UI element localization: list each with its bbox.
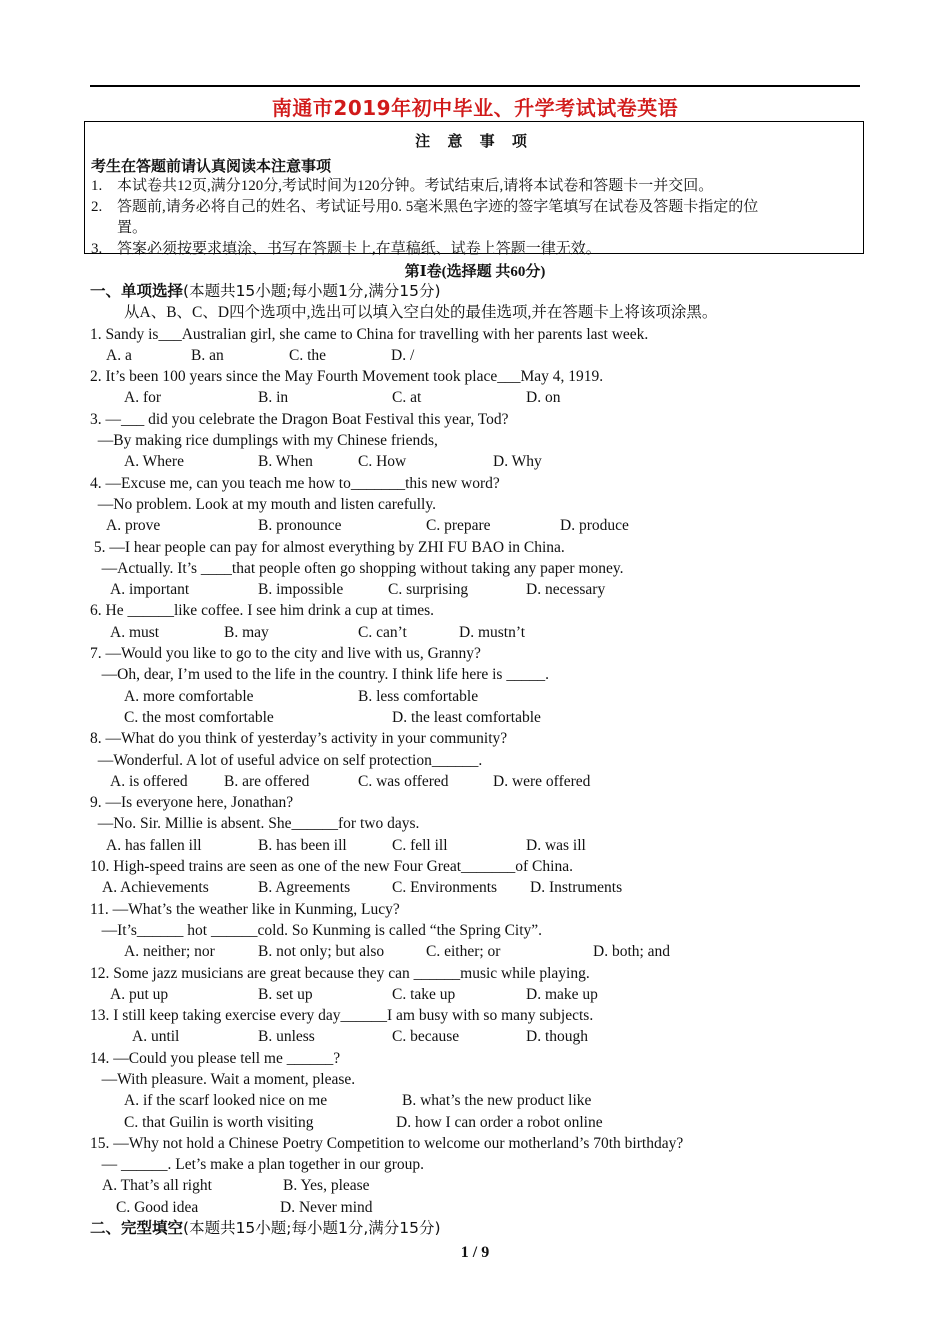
answer-option: A. more comfortable — [124, 687, 254, 705]
question-10 — [90, 856, 860, 899]
answer-option: C. either; or — [426, 943, 501, 961]
answer-option: D. mustn’t — [459, 623, 526, 641]
question-dialogue-line: —Oh, dear, I’m used to the life in the country. I think life here is _____. — [90, 666, 549, 684]
section1-instruction: 从A、B、C、D四个选项中,选出可以填入空白处的最佳选项,并在答题卡上将该项涂黑。 — [124, 304, 718, 322]
question-3 — [90, 409, 860, 473]
question-dialogue-line: —No problem. Look at my mouth and listen carefully. — [90, 495, 436, 513]
option-row — [90, 1026, 860, 1047]
answer-option: A. is offered — [110, 772, 188, 790]
answer-option: B. less comfortable — [358, 687, 479, 705]
answer-option: C. fell ill — [392, 836, 448, 854]
option-row — [90, 515, 860, 536]
answer-option: A. Where — [124, 453, 184, 471]
answer-option: D. Instruments — [530, 879, 623, 897]
option-row — [90, 835, 860, 856]
answer-option: C. the most comfortable — [124, 708, 274, 726]
answer-option: D. Why — [493, 453, 542, 471]
section2-header — [90, 1218, 860, 1239]
option-row — [90, 1175, 860, 1196]
option-row — [90, 579, 860, 600]
question-stem: 10. High-speed trains are seen as one of the new Four Great_______of China. — [90, 858, 573, 876]
answer-option: A. put up — [110, 985, 169, 1003]
answer-option: D. how I can order a robot online — [396, 1113, 603, 1131]
question-stem: 14. —Could you please tell me ______? — [90, 1049, 341, 1067]
answer-option: B. may — [224, 623, 269, 641]
answer-option: C. the — [289, 346, 327, 364]
notice-item-text: 答题前,请务必将自己的姓名、考试证号用0. 5毫米黑色字迹的签字笔填写在试卷及答题卡指定的位 — [117, 199, 759, 215]
answer-option: A. if the scarf looked nice on me — [124, 1092, 328, 1110]
answer-option: A. important — [110, 581, 190, 599]
question-dialogue-line: — ______. Let’s make a plan together in our group. — [90, 1156, 425, 1174]
answer-option: A. for — [124, 389, 162, 407]
answer-option: B. has been ill — [258, 836, 347, 854]
notice-item-number: 2. — [91, 199, 103, 215]
question-dialogue-line: —With pleasure. Wait a moment, please. — [90, 1070, 356, 1088]
answer-option: D. necessary — [526, 581, 606, 599]
option-row — [90, 1112, 860, 1133]
answer-option: C. can’t — [358, 623, 407, 641]
question-stem: 6. He ______like coffee. I see him drink a cup at times. — [90, 602, 435, 620]
answer-option: D. / — [391, 346, 415, 364]
question-11 — [90, 899, 860, 963]
notice-item-number: 1. — [91, 178, 103, 194]
section1-instruction-line — [90, 302, 860, 323]
option-row — [90, 877, 860, 898]
answer-option: A. has fallen ill — [106, 836, 202, 854]
option-row — [90, 622, 860, 643]
answer-option: C. because — [392, 1028, 460, 1046]
answer-option: B. what’s the new product like — [402, 1092, 592, 1110]
question-6 — [90, 600, 860, 643]
question-stem: 5. —I hear people can pay for almost everything by ZHI FU BAO in China. — [90, 538, 565, 556]
answer-option: C. at — [392, 389, 422, 407]
top-rule — [90, 85, 860, 87]
answer-option: A. neither; nor — [124, 943, 215, 961]
option-row — [90, 984, 860, 1005]
question-stem: 4. —Excuse me, can you teach me how to_______this new word? — [90, 474, 500, 492]
answer-option: C. that Guilin is worth visiting — [124, 1113, 314, 1131]
question-stem: 13. I still keep taking exercise every day______I am busy with so many subjects. — [90, 1007, 594, 1025]
answer-option: D. were offered — [493, 772, 591, 790]
notice-subheading: 考生在答题前请认真阅读本注意事项 — [91, 157, 332, 175]
option-row — [90, 1197, 860, 1218]
answer-option: B. Agreements — [258, 879, 351, 897]
answer-option: B. set up — [258, 985, 313, 1003]
answer-option: B. Yes, please — [283, 1177, 370, 1195]
notice-item-text: 答案必须按要求填涂、书写在答题卡上,在草稿纸、试卷上答题一律无效。 — [117, 241, 601, 257]
question-stem: 15. —Why not hold a Chinese Poetry Competition to welcome our motherland’s 70th birthday? — [90, 1134, 684, 1152]
answer-option: D. make up — [526, 985, 598, 1003]
option-row — [90, 1090, 860, 1111]
question-dialogue-line: —It’s______ hot ______cold. So Kunming is called “the Spring City”. — [90, 921, 543, 939]
answer-option: A. That’s all right — [102, 1177, 212, 1195]
answer-option: D. Never mind — [280, 1198, 373, 1216]
question-stem: 3. —___ did you celebrate the Dragon Boat Festival this year, Tod? — [90, 410, 509, 428]
answer-option: D. was ill — [526, 836, 586, 854]
answer-option: C. How — [358, 453, 407, 471]
question-stem: 11. —What’s the weather like in Kunming, Lucy? — [90, 900, 400, 918]
answer-option: B. pronounce — [258, 517, 342, 535]
answer-option: A. a — [106, 346, 132, 364]
answer-option: C. Environments — [392, 879, 498, 897]
question-5 — [90, 537, 860, 601]
answer-option: D. though — [526, 1028, 588, 1046]
question-1 — [90, 324, 860, 367]
answer-option: C. was offered — [358, 772, 449, 790]
question-12 — [90, 963, 860, 1006]
question-stem: 2. It’s been 100 years since the May Fourth Movement took place___May 4, 1919. — [90, 368, 604, 386]
question-13 — [90, 1005, 860, 1048]
option-row — [90, 707, 860, 728]
question-body — [90, 281, 860, 1239]
question-dialogue-line: —By making rice dumplings with my Chinese friends, — [90, 432, 438, 450]
answer-option: C. prepare — [426, 517, 491, 535]
question-dialogue-line: —Actually. It’s ____that people often go shopping without taking any paper money. — [90, 559, 624, 577]
question-4 — [90, 473, 860, 537]
option-row — [90, 941, 860, 962]
question-9 — [90, 792, 860, 856]
answer-option: A. until — [132, 1028, 180, 1046]
answer-option: B. not only; but also — [258, 943, 385, 961]
question-8 — [90, 728, 860, 792]
section2-detail: (本题共15小题;每小题1分,满分15分) — [183, 1219, 441, 1238]
notice-item-text: 置。 — [117, 220, 148, 236]
notice-box — [84, 121, 864, 257]
option-row — [90, 345, 860, 366]
question-dialogue-line: —Wonderful. A lot of useful advice on self protection______. — [90, 751, 483, 769]
section1-header — [90, 281, 860, 302]
option-row — [90, 387, 860, 408]
notice-item-number — [91, 218, 117, 239]
notice-heading: 注 意 事 项 — [415, 132, 533, 150]
page-number: 1 / 9 — [460, 1244, 490, 1261]
answer-option: C. Good idea — [116, 1198, 199, 1216]
answer-option: B. are offered — [224, 772, 310, 790]
answer-option: B. impossible — [258, 581, 344, 599]
question-stem: 9. —Is everyone here, Jonathan? — [90, 794, 294, 812]
notice-list — [91, 176, 857, 260]
notice-item — [91, 176, 857, 197]
question-dialogue-line: —No. Sir. Millie is absent. She______for two days. — [90, 815, 420, 833]
paper-title: 第Ⅰ卷(选择题 共60分) — [404, 264, 546, 280]
notice-item-text: 本试卷共12页,满分120分,考试时间为120分钟。考试结束后,请将本试卷和答题卡一并交回。 — [117, 178, 714, 194]
notice-item — [91, 218, 857, 239]
question-stem: 7. —Would you like to go to the city and live with us, Granny? — [90, 645, 481, 663]
option-row — [90, 451, 860, 472]
question-stem: 12. Some jazz musicians are great because they can ______music while playing. — [90, 964, 590, 982]
answer-option: A. prove — [106, 517, 161, 535]
section2-label: 二、完型填空 — [90, 1219, 184, 1238]
answer-option: B. in — [258, 389, 289, 407]
answer-option: D. on — [526, 389, 561, 407]
notice-item — [91, 239, 857, 260]
section1-label: 一、单项选择 — [90, 282, 184, 300]
question-list — [90, 324, 860, 1218]
answer-option: D. the least comfortable — [392, 708, 541, 726]
answer-option: A. must — [110, 623, 160, 641]
option-row — [90, 771, 860, 792]
answer-option: B. an — [191, 346, 224, 364]
exam-title: 南通市2019年初中毕业、升学考试试卷英语 — [271, 96, 679, 120]
answer-option: B. unless — [258, 1028, 315, 1046]
notice-item — [91, 197, 857, 218]
answer-option: A. Achievements — [102, 879, 209, 897]
question-stem: 8. —What do you think of yesterday’s activity in your community? — [90, 730, 508, 748]
question-2 — [90, 366, 860, 409]
answer-option: C. take up — [392, 985, 456, 1003]
question-stem: 1. Sandy is___Australian girl, she came to China for travelling with her parents last week. — [90, 325, 649, 343]
answer-option: D. produce — [560, 517, 629, 535]
option-row — [90, 686, 860, 707]
notice-item-number: 3. — [91, 241, 103, 257]
answer-option: B. When — [258, 453, 313, 471]
question-15 — [90, 1133, 860, 1218]
question-7 — [90, 643, 860, 728]
section1-detail: (本题共15小题;每小题1分,满分15分) — [183, 282, 441, 300]
answer-option: D. both; and — [593, 943, 671, 961]
answer-option: C. surprising — [388, 581, 469, 599]
question-14 — [90, 1048, 860, 1133]
